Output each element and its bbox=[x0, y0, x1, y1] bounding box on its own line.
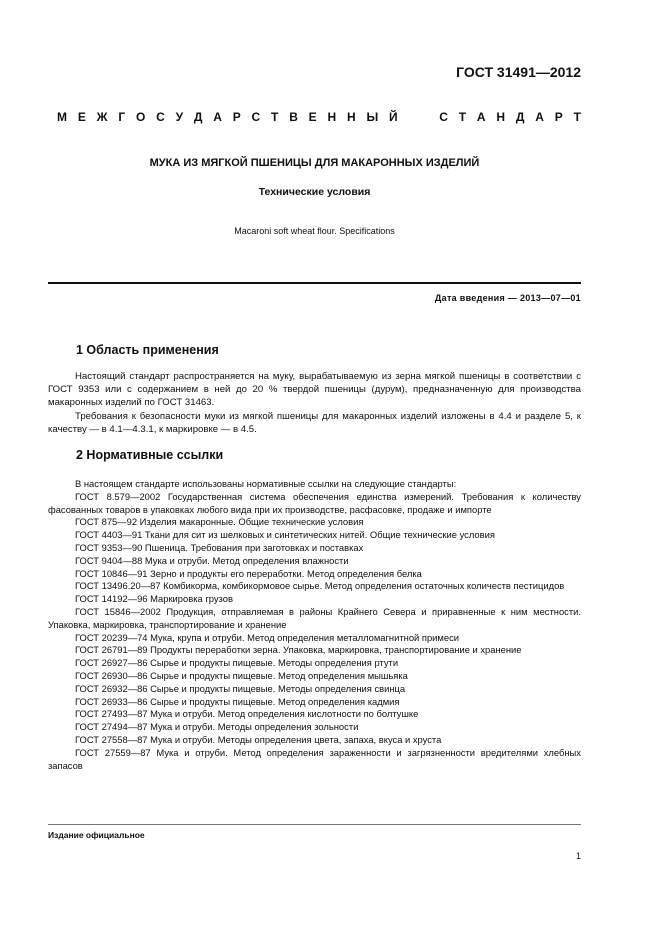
reference-item: ГОСТ 875—92 Изделия макаронные. Общие технические условия bbox=[75, 516, 364, 528]
banner-letter: Т bbox=[573, 110, 581, 124]
banner-letter: М bbox=[57, 110, 67, 124]
banner-letter: С bbox=[251, 110, 261, 124]
banner-letter: Д bbox=[193, 110, 203, 124]
header-divider bbox=[48, 282, 581, 284]
page-number: 1 bbox=[575, 851, 581, 861]
reference-item: ГОСТ 27558—87 Мука и отруби. Методы определения цвета, запаха, вкуса и хруста bbox=[75, 733, 442, 745]
references-intro: В настоящем стандарте использованы нормативные ссылки на следующие стандарты: bbox=[75, 478, 457, 489]
banner-letter: У bbox=[175, 110, 184, 124]
reference-item: ГОСТ 13496.20—87 Комбикорма, комбикормовое сырье. Метод определения остаточных количеств пестицидов bbox=[75, 580, 565, 592]
banner-letter: А bbox=[535, 110, 544, 124]
reference-item: ГОСТ 8.579—2002 Государственная система обеспечения единства измерений. Требования к количеству фасованных товаров в упаковках любого вида при их производстве, расфасовке, продаже и импорте bbox=[48, 490, 581, 515]
edition-note: Издание официальное bbox=[48, 830, 145, 840]
banner-letter: Н bbox=[496, 110, 506, 124]
reference-item: ГОСТ 4403—91 Ткани для сит из шелковых и синтетических нитей. Общие технические условия bbox=[75, 529, 495, 541]
reference-item: ГОСТ 27493—87 Мука и отруби. Метод определения кислотности по болтушке bbox=[75, 708, 419, 720]
english-title: Macaroni soft wheat flour. Specifications bbox=[234, 226, 395, 236]
section-1-paragraph: Настоящий стандарт распространяется на муку, вырабатываемую из зерна мягкой пшеницы в соответствии с ГОСТ 9353 или с содержанием в ней до 20 % твердой пшеницы (дурум), предназначенную для производства макаронных изделий по ГОСТ 31463. bbox=[48, 371, 581, 409]
banner-letter: Г bbox=[118, 110, 126, 124]
banner-gap bbox=[408, 110, 428, 124]
banner-letter: Р bbox=[232, 110, 241, 124]
banner-letter: Е bbox=[308, 110, 317, 124]
banner-letter: Ы bbox=[366, 110, 379, 124]
section-1-paragraph: Требования к безопасности муки из мягкой пшеницы для макаронных изделий изложены в 4.4 и разделе 5, к качеству — в 4.1—4.3.1, к маркировке — в 4.5. bbox=[48, 410, 581, 435]
banner-letter: Й bbox=[389, 110, 398, 124]
reference-item: ГОСТ 26791—89 Продукты переработки зерна. Упаковка, маркировка, транспортирование и хранение bbox=[75, 644, 522, 656]
banner-letter: Н bbox=[327, 110, 337, 124]
banner-letter: А bbox=[476, 110, 486, 124]
section-2-heading: 2 Нормативные ссылки bbox=[76, 448, 224, 462]
interstate-standard-banner bbox=[57, 110, 581, 124]
banner-letter: О bbox=[135, 110, 146, 124]
banner-letter: Т bbox=[458, 110, 467, 124]
reference-item: ГОСТ 14192—96 Маркировка грузов bbox=[75, 593, 233, 605]
banner-letter: Т bbox=[271, 110, 279, 124]
introduction-date: Дата введения — 2013—07—01 bbox=[434, 293, 581, 303]
banner-letter: В bbox=[289, 110, 298, 124]
banner-letter: Н bbox=[346, 110, 356, 124]
standard-code: ГОСТ 31491—2012 bbox=[456, 64, 581, 80]
reference-item: ГОСТ 10846—91 Зерно и продукты его переработки. Метод определения белка bbox=[75, 567, 422, 579]
reference-item: ГОСТ 27494—87 Мука и отруби. Методы определения зольности bbox=[75, 721, 359, 733]
banner-letter: Ж bbox=[96, 110, 108, 124]
reference-item: ГОСТ 26930—86 Сырье и продукты пищевые. Метод определения мышьяка bbox=[75, 669, 408, 681]
reference-item: ГОСТ 9404—88 Мука и отруби. Метод определения влажности bbox=[75, 554, 349, 566]
banner-letter: А bbox=[213, 110, 222, 124]
section-1-heading: 1 Область применения bbox=[76, 343, 219, 357]
document-title: МУКА ИЗ МЯГКОЙ ПШЕНИЦЫ ДЛЯ МАКАРОННЫХ ИЗДЕЛИЙ bbox=[149, 157, 480, 169]
normative-references-list bbox=[48, 478, 581, 772]
reference-item: ГОСТ 26927—86 Сырье и продукты пищевые. Методы определения ртути bbox=[75, 657, 399, 669]
reference-item: ГОСТ 9353—90 Пшеница. Требования при заготовках и поставках bbox=[75, 541, 364, 553]
banner-letter: Е bbox=[77, 110, 86, 124]
banner-letter: Р bbox=[554, 110, 563, 124]
reference-item: ГОСТ 27559—87 Мука и отруби. Метод определения зараженности и загрязненности вредителями хлебных запасов bbox=[48, 746, 581, 771]
section-1-body bbox=[48, 370, 581, 436]
reference-item: ГОСТ 26933—86 Сырье и продукты пищевые. Метод определения кадмия bbox=[75, 695, 400, 707]
document-subtitle: Технические условия bbox=[258, 186, 371, 198]
banner-letter: С bbox=[439, 110, 448, 124]
footer-divider bbox=[48, 824, 581, 825]
reference-item: ГОСТ 20239—74 Мука, крупа и отруби. Метод определения металломагнитной примеси bbox=[75, 631, 459, 643]
reference-item: ГОСТ 26932—86 Сырье и продукты пищевые. Методы определения свинца bbox=[75, 682, 406, 694]
reference-item: ГОСТ 15846—2002 Продукция, отправляемая в районы Крайнего Севера и приравненные к ним местности. Упаковка, маркировка, транспортирование и хранение bbox=[48, 605, 581, 630]
banner-letter: С bbox=[156, 110, 165, 124]
banner-letter: Д bbox=[515, 110, 525, 124]
